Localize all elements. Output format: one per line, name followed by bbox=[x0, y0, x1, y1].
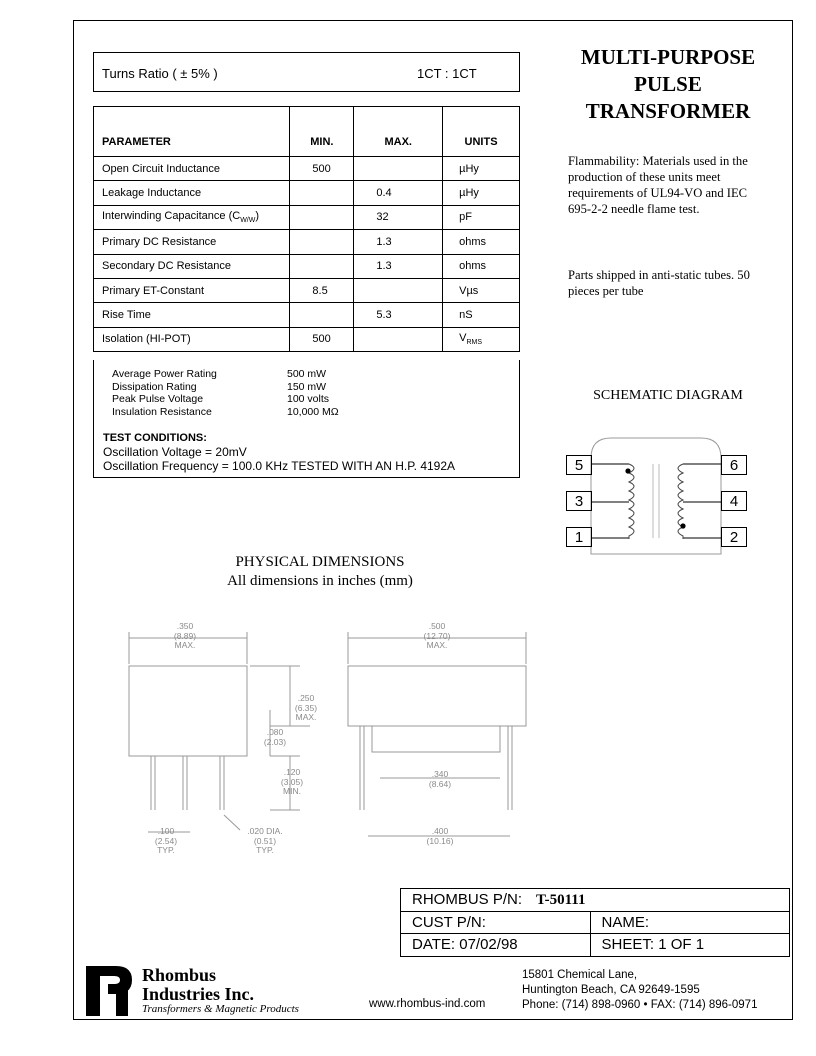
company-tagline: Transformers & Magnetic Products bbox=[142, 1003, 299, 1015]
rating-row bbox=[112, 381, 339, 394]
table-row bbox=[94, 327, 520, 351]
header-max: MAX. bbox=[354, 107, 443, 157]
param-name: Secondary DC Resistance bbox=[94, 254, 290, 278]
dim-value: .020 DIA. bbox=[247, 826, 283, 836]
dim-value: .350 bbox=[176, 621, 194, 631]
dim-note: MAX. bbox=[426, 640, 448, 650]
param-units bbox=[443, 327, 520, 351]
physical-dimensions-subtitle: All dimensions in inches (mm) bbox=[227, 573, 413, 589]
part-number-value: T-50111 bbox=[536, 891, 586, 908]
name-cell: NAME: bbox=[590, 911, 789, 934]
turns-ratio-value: 1CT : 1CT bbox=[417, 66, 477, 81]
table-row bbox=[94, 181, 520, 205]
company-name-line-1: Rhombus bbox=[142, 965, 217, 985]
polarity-dot-primary bbox=[625, 468, 630, 473]
turns-ratio-label: Turns Ratio ( ± 5% ) bbox=[102, 66, 218, 81]
param-units: Vµs bbox=[443, 278, 520, 302]
dim-note: TYP. bbox=[157, 845, 175, 855]
title-line-2: PULSE bbox=[634, 72, 702, 96]
header-units: UNITS bbox=[443, 107, 520, 157]
part-number-label: RHOMBUS P/N: bbox=[412, 890, 523, 908]
company-name-line-2: Industries Inc. bbox=[142, 984, 255, 1004]
rating-value: 10,000 MΩ bbox=[287, 405, 339, 418]
dim-metric: (10.16) bbox=[426, 835, 454, 846]
test-conditions-frequency: Oscillation Frequency = 100.0 KHz TESTED WITH AN H.P. 4192A bbox=[103, 459, 456, 473]
param-name-text: Interwinding Capacitance (C bbox=[102, 210, 241, 223]
param-min bbox=[290, 230, 354, 254]
param-max bbox=[354, 157, 443, 181]
param-units: pF bbox=[443, 205, 520, 229]
units-subscript: RMS bbox=[466, 339, 483, 347]
dim-note: MAX. bbox=[174, 640, 196, 650]
phone-fax: Phone: (714) 898-0960 • FAX: (714) 896-0971 bbox=[522, 999, 758, 1011]
param-name: Leakage Inductance bbox=[94, 181, 290, 205]
title-block-row bbox=[401, 934, 790, 957]
title-block bbox=[400, 888, 790, 957]
date-label: DATE: bbox=[412, 936, 456, 954]
pin-1: 1 bbox=[566, 527, 592, 547]
param-units: ohms bbox=[443, 254, 520, 278]
param-units: µHy bbox=[443, 181, 520, 205]
ratings-box bbox=[93, 360, 520, 478]
param-min bbox=[290, 254, 354, 278]
rating-label: Peak Pulse Voltage bbox=[112, 393, 204, 406]
shipping-note: Parts shipped in anti-static tubes. 50 pieces per tube bbox=[568, 268, 750, 298]
dim-width-front bbox=[412, 622, 462, 651]
param-min: 8.5 bbox=[290, 278, 354, 302]
param-min bbox=[290, 205, 354, 229]
sheet-label: SHEET: bbox=[601, 936, 655, 954]
dimension-drawing bbox=[120, 630, 550, 850]
dim-note: MIN. bbox=[283, 786, 301, 796]
company-address bbox=[522, 968, 757, 1013]
dim-value: .250 bbox=[297, 693, 315, 703]
param-name: Primary ET-Constant bbox=[94, 278, 290, 302]
dim-value: .100 bbox=[157, 826, 175, 836]
dim-metric: (2.54) bbox=[154, 835, 178, 846]
dim-note: MAX. bbox=[295, 712, 317, 722]
dim-body-height bbox=[286, 694, 326, 723]
dim-metric: (6.35) bbox=[294, 702, 318, 713]
param-max: 1.3 bbox=[354, 254, 443, 278]
title-block-row bbox=[401, 889, 790, 912]
dim-pin-pitch bbox=[146, 827, 186, 856]
date-value: 07/02/98 bbox=[459, 936, 518, 954]
rating-row bbox=[112, 406, 339, 419]
units-text: V bbox=[459, 332, 467, 345]
header-min: MIN. bbox=[290, 107, 354, 157]
param-max: 1.3 bbox=[354, 230, 443, 254]
polarity-dot-secondary bbox=[680, 523, 685, 528]
param-name-subscript: W/W bbox=[240, 217, 256, 225]
dim-metric: (0.51) bbox=[253, 835, 277, 846]
title-block-row bbox=[401, 911, 790, 934]
rating-row bbox=[112, 393, 339, 406]
dim-value: .500 bbox=[428, 621, 446, 631]
header-parameter: PARAMETER bbox=[94, 107, 290, 157]
param-min: 500 bbox=[290, 157, 354, 181]
dim-metric: (12.70) bbox=[423, 630, 451, 641]
flammability-note: Flammability: Materials used in the production of these units meet requirements of UL94-VO and IEC 695-2-2 needle flame test. bbox=[568, 154, 748, 216]
dim-metric: (8.64) bbox=[428, 778, 452, 789]
physical-dimensions-title: PHYSICAL DIMENSIONS bbox=[235, 554, 405, 570]
rating-label: Dissipation Rating bbox=[112, 380, 197, 393]
table-row bbox=[94, 230, 520, 254]
param-max bbox=[354, 278, 443, 302]
param-max bbox=[354, 327, 443, 351]
param-name: Open Circuit Inductance bbox=[94, 157, 290, 181]
pin-4: 4 bbox=[721, 491, 747, 511]
turns-ratio-box bbox=[93, 52, 520, 92]
table-header-row bbox=[94, 107, 520, 157]
pin-2: 2 bbox=[721, 527, 747, 547]
document-title bbox=[560, 44, 776, 125]
param-max: 5.3 bbox=[354, 303, 443, 327]
dim-inner-spacing bbox=[420, 770, 460, 789]
param-units: ohms bbox=[443, 230, 520, 254]
rating-label: Insulation Resistance bbox=[112, 405, 212, 418]
rating-value: 150 mW bbox=[287, 380, 327, 393]
rating-label: Average Power Rating bbox=[112, 368, 217, 380]
param-units: µHy bbox=[443, 157, 520, 181]
param-min bbox=[290, 181, 354, 205]
param-name: Primary DC Resistance bbox=[94, 230, 290, 254]
dim-value: .400 bbox=[431, 826, 449, 836]
rating-row bbox=[112, 368, 339, 381]
param-max: 0.4 bbox=[354, 181, 443, 205]
dim-lead-length bbox=[270, 768, 314, 797]
rating-value: 100 volts bbox=[287, 393, 330, 406]
table-row bbox=[94, 303, 520, 327]
table-row bbox=[94, 278, 520, 302]
dim-pin-diameter bbox=[240, 827, 290, 856]
parameter-table bbox=[93, 106, 520, 352]
dim-value: .340 bbox=[431, 769, 449, 779]
test-conditions-heading: TEST CONDITIONS: bbox=[103, 432, 207, 444]
param-min bbox=[290, 303, 354, 327]
dim-value: .120 bbox=[283, 767, 301, 777]
param-name: Isolation (HI-POT) bbox=[94, 327, 290, 351]
dim-metric: (2.03) bbox=[263, 736, 287, 747]
address-line-2: Huntington Beach, CA 92649-1595 bbox=[522, 984, 700, 996]
rating-value: 500 mW bbox=[287, 368, 327, 380]
table-row bbox=[94, 254, 520, 278]
sheet-cell bbox=[590, 934, 789, 957]
title-line-1: MULTI-PURPOSE bbox=[580, 45, 756, 69]
dim-width-side bbox=[160, 622, 210, 651]
table-row bbox=[94, 157, 520, 181]
date-cell bbox=[401, 934, 591, 957]
param-name-end: ) bbox=[255, 210, 260, 223]
pin-5: 5 bbox=[566, 455, 592, 475]
address-line-1: 15801 Chemical Lane, bbox=[522, 969, 638, 981]
part-number-cell bbox=[401, 889, 790, 912]
param-name bbox=[94, 205, 290, 229]
dim-note: TYP. bbox=[256, 845, 274, 855]
param-max: 32 bbox=[354, 205, 443, 229]
pin-6: 6 bbox=[721, 455, 747, 475]
schematic-title: SCHEMATIC DIAGRAM bbox=[593, 388, 743, 403]
param-min: 500 bbox=[290, 327, 354, 351]
sheet-value: 1 OF 1 bbox=[658, 936, 705, 954]
title-line-3: TRANSFORMER bbox=[585, 99, 751, 123]
dim-standoff bbox=[255, 728, 295, 747]
ratings-list bbox=[112, 368, 339, 418]
pin-3: 3 bbox=[566, 491, 592, 511]
company-name bbox=[142, 966, 254, 1004]
dim-metric: (8.89) bbox=[173, 630, 197, 641]
test-conditions bbox=[103, 431, 455, 473]
company-logo-icon bbox=[86, 966, 138, 1016]
dim-value: .080 bbox=[266, 727, 284, 737]
dim-lead-spacing bbox=[420, 827, 460, 846]
table-row bbox=[94, 205, 520, 229]
physical-dimensions-heading bbox=[180, 553, 460, 591]
param-name: Rise Time bbox=[94, 303, 290, 327]
test-conditions-voltage: Oscillation Voltage = 20mV bbox=[103, 445, 247, 459]
param-units: nS bbox=[443, 303, 520, 327]
cust-pn-cell: CUST P/N: bbox=[401, 911, 591, 934]
dim-metric: (3.05) bbox=[280, 776, 304, 787]
company-website-link[interactable]: www.rhombus-ind.com bbox=[369, 998, 486, 1010]
